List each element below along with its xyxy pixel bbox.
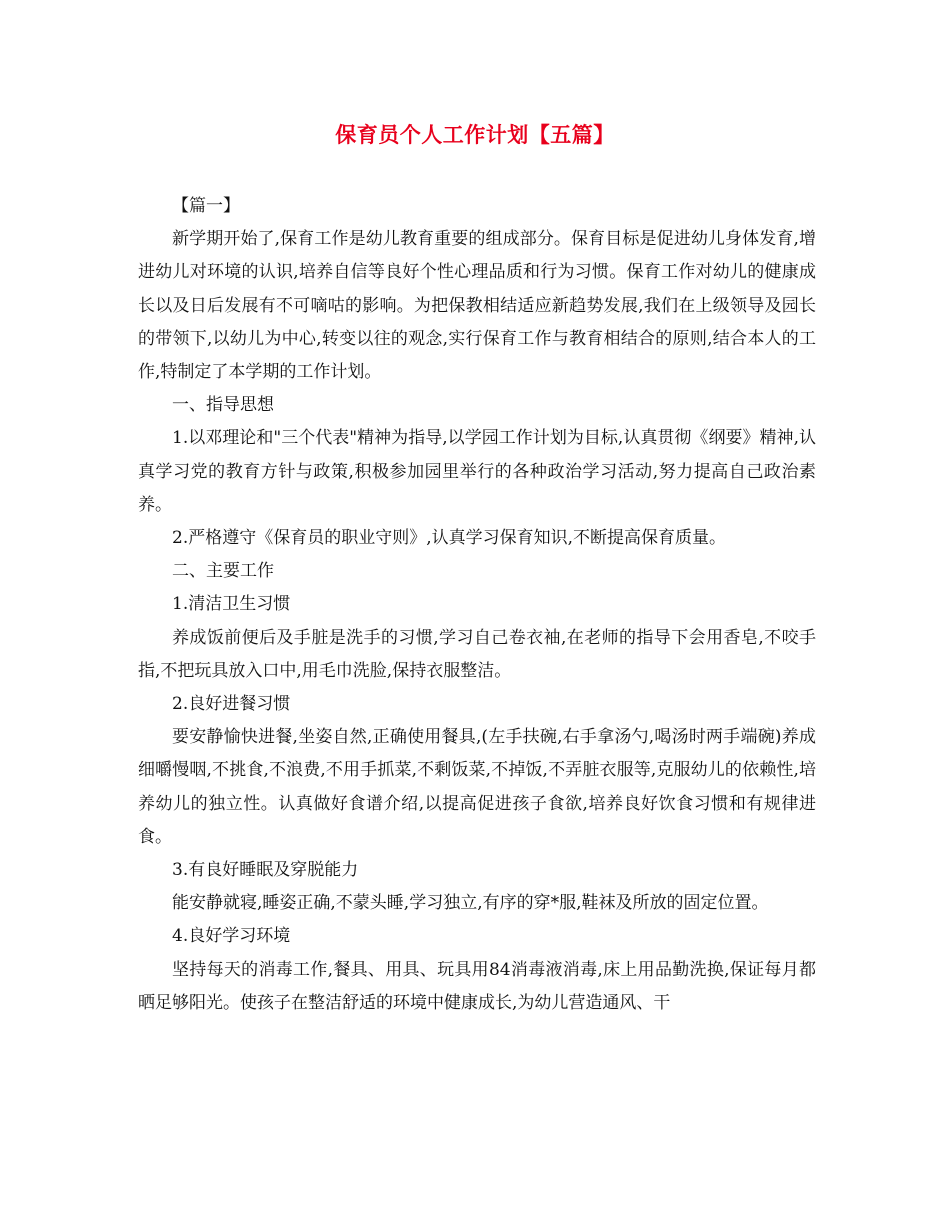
paragraph: 新学期开始了,保育工作是幼儿教育重要的组成部分。保育目标是促进幼儿身体发育,增进幼儿对环境的认识,培养自信等良好个性心理品质和行为习惯。保育工作对幼儿的健康成长以及日后发展有不可嘀咕的影响。为把保教相结适应新趋势发展,我们在上级领导及园长的带领下,以幼儿为中心,转变以往的观念,实行保育工作与教育相结合的原则,结合本人的工作,特制定了本学期的工作计划。 (138, 229, 816, 383)
paragraph: 2.严格遵守《保育员的职业守则》,认真学习保育知识,不断提高保育质量。 (172, 528, 727, 549)
paragraph: 要安静愉快进餐,坐姿自然,正确使用餐具,(左手扶碗,右手拿汤勺,喝汤时两手端碗)养成细嚼慢咽,不挑食,不浪费,不用手抓菜,不剩饭菜,不掉饭,不弄脏衣服等,克服幼儿的依赖性,培养幼儿的独立性。认真做好食谱介绍,以提高促进孩子食欲,培养良好饮食习惯和有规律进食。 (138, 727, 816, 847)
subheading: 1.清洁卫生习惯 (172, 594, 291, 615)
subheading: 3.有良好睡眠及穿脱能力 (172, 860, 359, 881)
section-heading: 二、主要工作 (172, 561, 274, 582)
section-heading: 一、指导思想 (172, 395, 274, 416)
paragraph: 能安静就寝,睡姿正确,不蒙头睡,学习独立,有序的穿*服,鞋袜及所放的固定位置。 (172, 893, 769, 914)
document-title: 保育员个人工作计划【五篇】 (335, 122, 615, 147)
paragraph: 1.以邓理论和"三个代表"精神为指导,以学园工作计划为目标,认真贯彻《纲要》精神,认真学习党的教育方针与政策,积极参加园里举行的各种政治学习活动,努力提高自己政治素养。 (138, 428, 816, 515)
paragraph: 养成饭前便后及手脏是洗手的习惯,学习自己卷衣袖,在老师的指导下会用香皂,不咬手指,不把玩具放入口中,用毛巾洗脸,保持衣服整洁。 (138, 627, 816, 681)
subheading: 4.良好学习环境 (172, 926, 291, 947)
subheading: 2.良好进餐习惯 (172, 694, 291, 715)
document-body (138, 190, 816, 1020)
paragraph: 坚持每天的消毒工作,餐具、用具、玩具用84消毒液消毒,床上用品勤洗换,保证每月都晒足够阳光。使孩子在整洁舒适的环境中健康成长,为幼儿营造通风、干 (138, 959, 816, 1013)
section-heading: 【篇一】 (172, 196, 240, 216)
